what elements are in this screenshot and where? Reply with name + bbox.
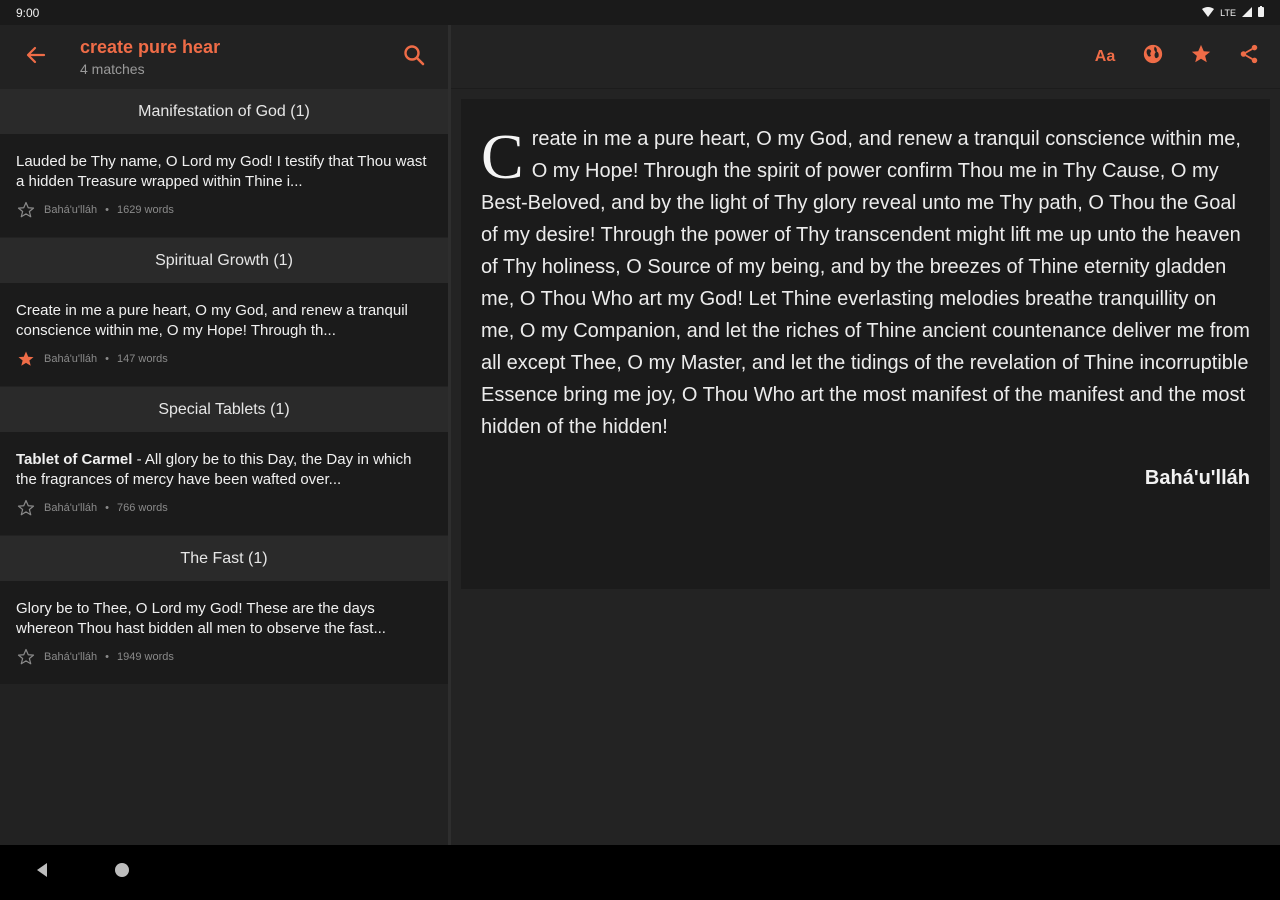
meta-separator: • xyxy=(105,502,109,514)
prayer-author: Bahá'u'lláh xyxy=(1144,467,1250,489)
result-word-count: 1629 words xyxy=(117,204,174,216)
meta-separator: • xyxy=(105,204,109,216)
status-icons xyxy=(1202,6,1264,20)
result-item[interactable] xyxy=(0,581,448,685)
status-bar xyxy=(0,0,1280,25)
language-button[interactable] xyxy=(1132,36,1174,78)
share-button[interactable] xyxy=(1228,36,1270,78)
result-author: Bahá'u'lláh xyxy=(44,502,98,514)
favorite-star-outline-icon[interactable] xyxy=(16,200,36,220)
result-author: Bahá'u'lláh xyxy=(44,353,98,365)
result-snippet xyxy=(16,152,432,192)
match-count: 4 matches xyxy=(80,61,145,77)
result-word-count: 1949 words xyxy=(117,651,174,663)
prayer-card xyxy=(461,99,1270,589)
group-header: The Fast (1) xyxy=(0,536,448,581)
home-circle-icon xyxy=(114,862,130,883)
nav-back-button[interactable] xyxy=(30,861,54,885)
favorite-button[interactable] xyxy=(1180,36,1222,78)
share-icon xyxy=(1238,43,1260,70)
results-list xyxy=(0,89,448,685)
result-snippet-text: Create in me a pure heart, O my God, and renew a tranquil conscience within me, O my Hope! Through th... xyxy=(16,302,408,339)
system-nav-bar xyxy=(0,845,1280,900)
font-size-button[interactable] xyxy=(1084,36,1126,78)
prayer-body: reate in me a pure heart, O my God, and renew a tranquil conscience within me, O my Hope! Through the spirit of power confirm Thou me in Thy Cause, O my Best-Beloved, and by the light of Thy glory reveal unto me Thy path, O Thou the Goal of my desire! Through the power of Thy transcendent might lift me up unto the heaven of Thy holiness, O Source of my being, and by the breezes of Thine eternity gladden me, O Thou Who art my God! Let Thine everlasting melodies breathe tranquillity on me, O my Companion, and let the riches of Thine ancient countenance deliver me from all except Thee, O my Master, and let the tidings of the revelation of Thine incorruptible Essence bring me joy, O Thou Who art the most manifest of the manifest and the most hidden of the hidden! xyxy=(481,128,1250,438)
result-snippet-text: Glory be to Thee, O Lord my God! These are the days whereon Thou hast bidden all men to observe the fast... xyxy=(16,600,386,637)
font-size-icon: Aa xyxy=(1094,47,1116,65)
network-type: LTE xyxy=(1220,7,1236,18)
battery-icon xyxy=(1258,6,1264,20)
search-title-block xyxy=(80,36,220,78)
result-snippet-text: Lauded be Thy name, O Lord my God! I testify that Thou wast a hidden Treasure wrapped within Thine i... xyxy=(16,153,427,190)
result-meta xyxy=(16,498,432,518)
meta-separator: • xyxy=(105,353,109,365)
group-header: Manifestation of God (1) xyxy=(0,89,448,134)
wifi-icon xyxy=(1202,6,1214,20)
triangle-back-icon xyxy=(34,862,50,883)
result-snippet-text: - All glory be to this Day, the Day in which the fragrances of mercy have been wafted over... xyxy=(16,451,412,488)
result-snippet xyxy=(16,450,432,490)
search-button[interactable] xyxy=(394,37,434,77)
signal-icon xyxy=(1242,6,1252,20)
meta-separator: • xyxy=(105,651,109,663)
favorite-star-outline-icon[interactable] xyxy=(16,647,36,667)
nav-home-button[interactable] xyxy=(110,861,134,885)
star-icon xyxy=(1190,43,1212,70)
status-time: 9:00 xyxy=(16,5,40,20)
result-author: Bahá'u'lláh xyxy=(44,651,98,663)
result-title: Tablet of Carmel xyxy=(16,451,133,468)
result-item[interactable] xyxy=(0,283,448,387)
result-author: Bahá'u'lláh xyxy=(44,204,98,216)
drop-cap: C xyxy=(481,121,524,192)
back-button[interactable] xyxy=(16,37,56,77)
result-word-count: 766 words xyxy=(117,502,168,514)
result-meta xyxy=(16,200,432,220)
search-icon xyxy=(403,44,425,71)
reader-toolbar xyxy=(451,25,1280,89)
reader-pane xyxy=(451,25,1280,845)
result-item[interactable] xyxy=(0,134,448,238)
globe-icon xyxy=(1142,43,1164,70)
result-item[interactable] xyxy=(0,432,448,536)
result-snippet xyxy=(16,599,432,639)
result-meta xyxy=(16,647,432,667)
favorite-star-outline-icon[interactable] xyxy=(16,498,36,518)
prayer-text xyxy=(481,123,1250,443)
group-header: Spiritual Growth (1) xyxy=(0,238,448,283)
result-meta xyxy=(16,349,432,369)
group-header: Special Tablets (1) xyxy=(0,387,448,432)
favorite-star-filled-icon[interactable] xyxy=(16,349,36,369)
result-snippet xyxy=(16,301,432,341)
search-header xyxy=(0,25,448,89)
search-results-pane xyxy=(0,25,448,845)
search-query-title: create pure hear xyxy=(80,37,221,57)
arrow-left-icon xyxy=(26,45,46,70)
result-word-count: 147 words xyxy=(117,353,168,365)
